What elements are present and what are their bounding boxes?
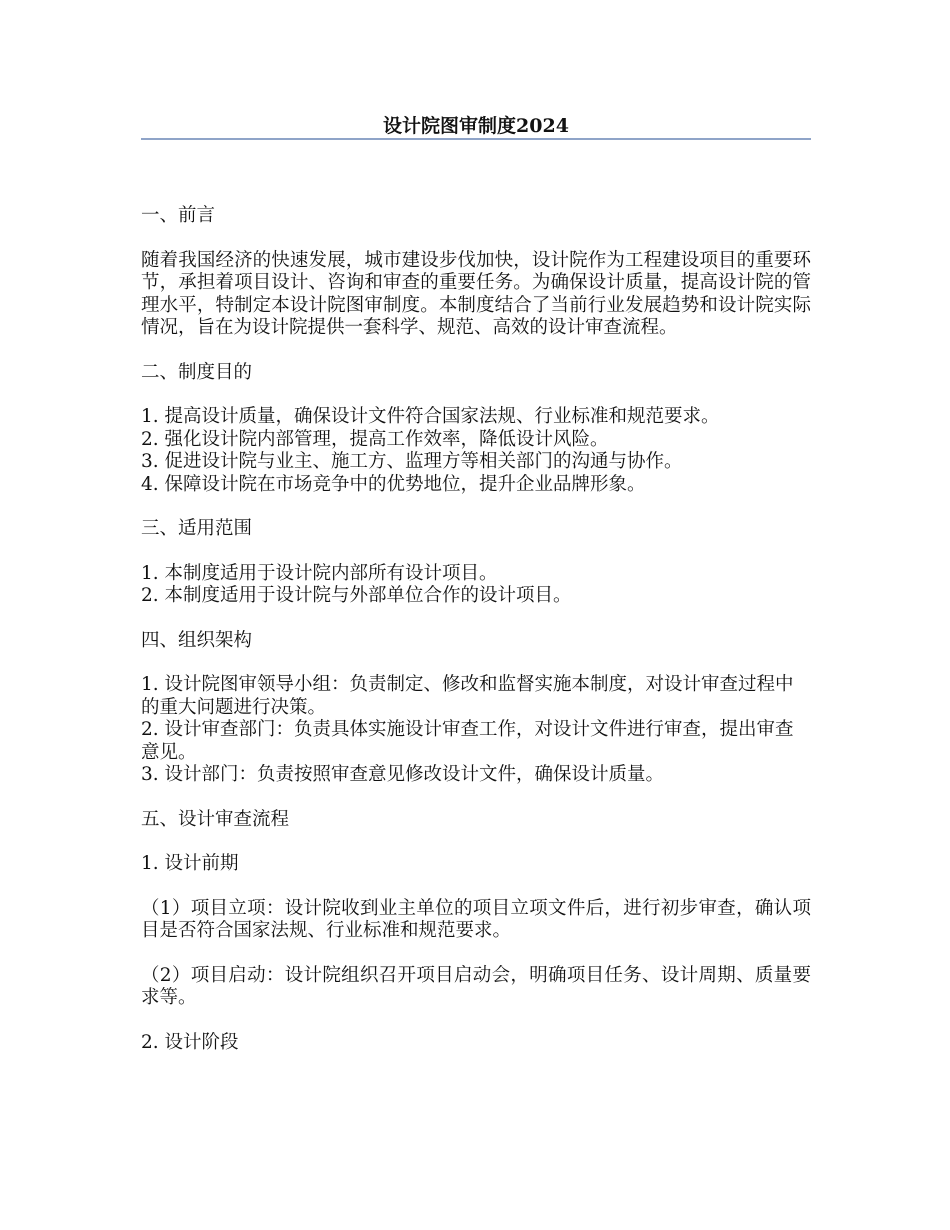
section-heading-review-process: 五、设计审查流程 (141, 808, 290, 830)
list-item: 2. 本制度适用于设计院与外部单位合作的设计项目。 (141, 585, 572, 606)
subsection-heading-pre-design: 1. 设计前期 (141, 853, 239, 874)
list-item: 1. 提高设计质量，确保设计文件符合国家法规、行业标准和规范要求。 (141, 406, 720, 427)
pre-design-item-2: （2）项目启动：设计院组织召开项目启动会，明确项目任务、设计周期、质量要求等。 (141, 964, 811, 1008)
list-item: 2. 设计审查部门：负责具体实施设计审查工作，对设计文件进行审查，提出审查意见。 (141, 719, 794, 763)
purpose-list (141, 406, 811, 496)
list-item: 3. 设计部门：负责按照审查意见修改设计文件，确保设计质量。 (141, 764, 665, 785)
list-item: 4. 保障设计院在市场竞争中的优势地位，提升企业品牌形象。 (141, 473, 646, 495)
organization-list (141, 674, 811, 787)
list-item: 3. 促进设计院与业主、施工方、监理方等相关部门的沟通与协作。 (141, 451, 683, 472)
scope-list (141, 563, 811, 608)
section-heading-scope: 三、适用范围 (141, 518, 253, 539)
pre-design-item-1: （1）项目立项：设计院收到业主单位的项目立项文件后，进行初步审查，确认项目是否符合国家法规、行业标准和规范要求。 (141, 897, 811, 941)
section-heading-organization: 四、组织架构 (141, 629, 253, 651)
preface-paragraph: 随着我国经济的快速发展，城市建设步伐加快，设计院作为工程建设项目的重要环节，承担着项目设计、咨询和审查的重要任务。为确保设计质量，提高设计院的管理水平，特制定本设计院图审制度。本制度结合了当前行业发展趋势和设计院实际情况，旨在为设计院提供一套科学、规范、高效的设计审查流程。 (141, 249, 811, 338)
title-underline (141, 138, 811, 140)
section-heading-preface: 一、前言 (141, 205, 216, 226)
list-item: 1. 本制度适用于设计院内部所有设计项目。 (141, 562, 498, 584)
document-body (141, 205, 811, 1076)
subsection-heading-design-stage: 2. 设计阶段 (141, 1031, 239, 1053)
section-heading-purpose: 二、制度目的 (141, 361, 253, 383)
document-title: 设计院图审制度2024 (383, 115, 569, 137)
list-item: 2. 强化设计院内部管理，提高工作效率，降低设计风险。 (141, 428, 609, 450)
list-item: 1. 设计院图审领导小组：负责制定、修改和监督实施本制度，对设计审查过程中的重大问题进行决策。 (141, 674, 794, 718)
